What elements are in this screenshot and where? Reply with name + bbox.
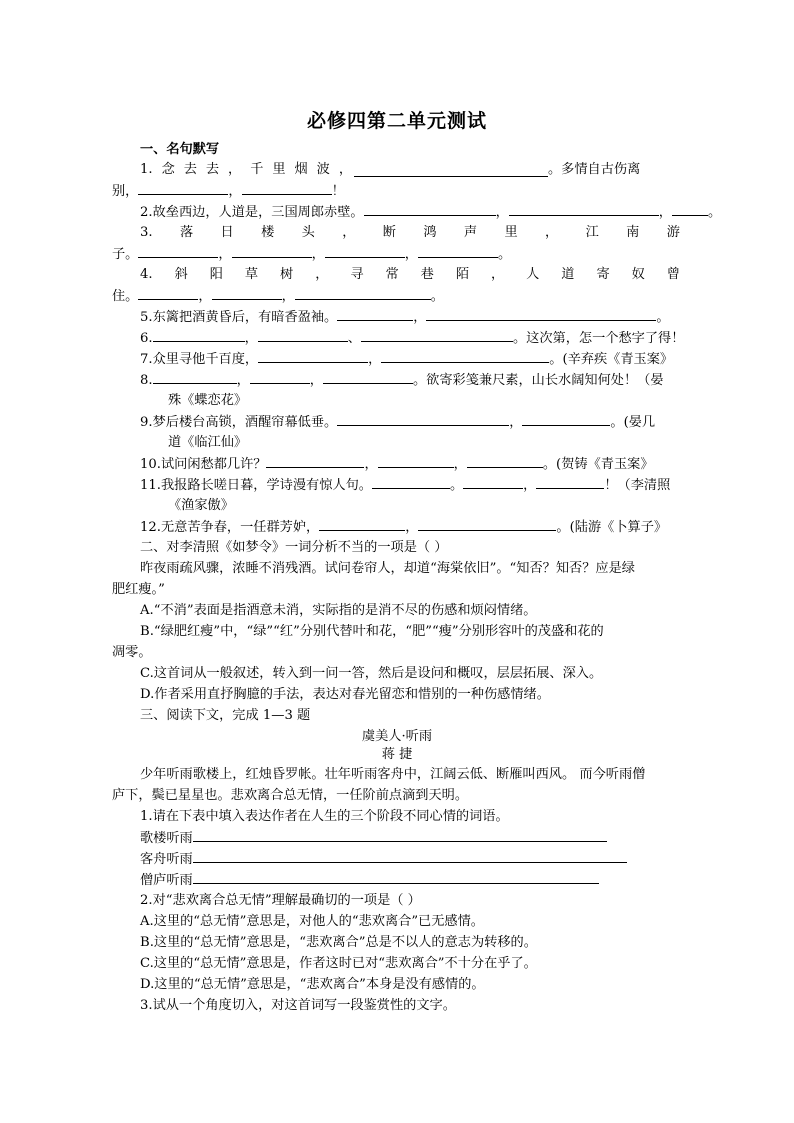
justified-char: 曾 [666,267,680,282]
question-11-text: 11.我报路长嗟日暮，学诗漫有惊人句。 [140,478,372,493]
question-11-line2: 《渔家傲》 [168,498,234,513]
question-1-text: 。多情自古伤离 [548,162,641,177]
answer-blank[interactable] [522,412,610,426]
justified-char: ， [342,225,356,240]
answer-blank[interactable] [325,244,405,258]
question-5-text: 5.东篱把酒黄昏后，有暗香盈袖。 [140,310,338,325]
answer-blank[interactable] [323,370,413,384]
answer-blank[interactable] [193,870,599,884]
answer-blank[interactable] [193,828,607,842]
punctuation: ， [228,184,242,199]
question-9-source: 。(晏几 [610,415,656,430]
question-2-text: 2.故垒西边，人道是，三国周郎赤壁。 [140,205,364,220]
option-b-line1: B.“绿肥红瘦”中，“绿”“红”分别代替叶和花，“肥”“瘦”分别形容叶的茂盛和花的 [140,624,604,639]
question-7 [140,349,673,370]
answer-blank[interactable] [467,454,543,468]
answer-blank[interactable] [258,349,368,363]
question-3-3: 3.试从一个角度切入，对这首词写一段鉴赏性的文字。 [140,998,456,1013]
question-12-text: 12.无意苦争春，一任群芳妒， [140,520,320,535]
justified-char: 鸿 [423,225,437,240]
page-title: 必修四第二单元测试 [306,110,487,132]
punctuation: ， [523,478,537,493]
question-6-text: 。这次第，怎一个愁字了得！ [512,331,685,346]
question-1-text: 别， [112,184,139,199]
justified-char: 念 [161,162,175,177]
question-12 [140,517,667,538]
justified-char: 巷 [420,267,434,282]
justified-char: 南 [626,225,640,240]
justified-char: 声 [463,225,478,240]
poem-author: 蒋 捷 [381,747,413,762]
punctuation: ， [368,352,382,367]
question-4-line1 [140,265,680,285]
question-11-source: ！（李清照 [604,478,671,493]
poem-body-line1: 少年听雨歌楼上，红烛昏罗帐。壮年听雨客舟中，江阔云低、断雁叫西风。 而今听雨僧 [140,767,646,782]
justified-char: 里 [272,162,286,177]
justified-char: 4. [140,267,153,282]
question-7-text: 7.众里寻他千百度， [140,352,259,367]
punctuation: ， [413,310,427,325]
justified-char: 寻 [350,267,364,282]
justified-char: 楼 [261,225,275,240]
question-3-line2 [112,244,511,265]
punctuation: ， [309,373,323,388]
section3-heading: 三、阅读下文，完成 1—3 题 [140,708,311,723]
justified-char: ， [228,162,242,177]
poem-text-line2: 肥红瘦。” [112,582,165,597]
answer-blank[interactable] [138,181,228,195]
justified-char: ， [490,267,505,282]
row-label: 客舟听雨 [140,852,193,867]
question-8-text: 。欲寄彩笺兼尺素，山长水阔知何处！（晏 [412,373,664,388]
question-8-text: 8. [140,373,153,388]
answer-blank[interactable] [232,244,312,258]
justified-char: ， [338,162,352,177]
punctuation: 。 [707,205,722,220]
justified-char: 1. [140,162,153,177]
question-5 [140,307,670,328]
answer-blank[interactable] [378,454,454,468]
punctuation: ， [495,205,509,220]
question-1-prefix [140,160,352,180]
justified-char: 头 [301,225,315,240]
justified-char: 游 [666,225,680,240]
answer-blank[interactable] [295,286,431,300]
question-10-source: 。(贺铸《青玉案》 [542,457,654,472]
question-3-2: 2.对“悲欢离合总无情”理解最确切的一项是（ ） [140,893,421,908]
answer-blank[interactable] [364,202,496,216]
punctuation: ， [658,205,672,220]
section1-heading: 一、名句默写 [140,142,220,157]
punctuation: ， [244,331,258,346]
punctuation: 。 [449,478,464,493]
answer-blank[interactable] [193,849,627,863]
option-a: A.“不消”表面是指酒意未消，实际指的是消不尽的伤感和烦闷情绪。 [140,603,537,618]
justified-char: 去 [205,162,220,177]
option-3-2-c: C.这里的“总无情”意思是，作者这时已对“悲欢离合”不十分在乎了。 [140,956,537,971]
punctuation: ！ [331,184,345,199]
punctuation: ， [453,457,467,472]
question-3-text: 子。 [112,247,139,262]
justified-char: 日 [220,225,234,240]
justified-char: 阳 [209,267,223,282]
row-label: 歌楼听雨 [140,831,193,846]
answer-row-3 [140,870,599,891]
answer-blank[interactable] [372,475,450,489]
answer-row-1 [140,828,607,849]
answer-blank[interactable] [138,244,218,258]
question-4-line2 [112,286,444,307]
poem-text-line1: 昨夜雨疏风骤，浓睡不消残酒。试问卷帘人，却道“海棠依旧”。“知否？知否？应是绿 [140,561,635,576]
answer-blank[interactable] [354,163,548,177]
answer-blank[interactable] [250,370,310,384]
punctuation: ， [281,289,295,304]
question-9-text: 9.梦后楼台高锁，酒醒帘幕低垂。 [140,415,338,430]
answer-blank[interactable] [258,328,348,342]
punctuation: 、 [347,331,361,346]
justified-char: 道 [561,267,575,282]
answer-blank[interactable] [418,517,556,531]
justified-char: 奴 [631,267,645,282]
question-3-1: 1.请在下表中填入表达作者在人生的三个阶段不同心情的词语。 [140,809,509,824]
question-1-line2 [112,181,345,202]
justified-char: 树 [280,267,294,282]
question-4-text: 住。 [112,289,139,304]
question-8-line1 [140,370,664,391]
answer-blank[interactable] [381,349,549,363]
punctuation: ， [236,373,250,388]
justified-char: 寄 [596,267,610,282]
section2-heading: 二、对李清照《如梦令》一词分析不当的一项是（ ） [140,540,448,555]
justified-char: 波 [316,162,330,177]
answer-blank[interactable] [266,454,364,468]
justified-char: 草 [244,267,259,282]
question-3-line1 [140,223,680,243]
question-9-line1 [140,412,655,433]
answer-blank[interactable] [426,307,656,321]
question-6 [140,328,684,349]
justified-char: 陌 [455,267,469,282]
answer-blank[interactable] [337,412,509,426]
answer-blank[interactable] [672,202,708,216]
justified-char: 断 [382,225,396,240]
justified-char: 里 [504,225,518,240]
punctuation: ， [364,457,378,472]
option-b-line2: 凋零。 [112,645,152,660]
question-12-source: 。(陆游《卜算子》 [556,520,668,535]
answer-blank[interactable] [319,517,405,531]
justified-char: 常 [385,267,399,282]
question-10-text: 10.试问闲愁都几许？ [140,457,267,472]
punctuation: ， [198,289,212,304]
option-d: D.作者采用直抒胸臆的手法，表达对春光留恋和惜别的一种伤感情绪。 [140,687,550,702]
justified-char: 千 [250,162,264,177]
option-3-2-d: D.这里的“总无情”意思是，“悲欢离合”本身是没有感情的。 [140,977,485,992]
answer-blank[interactable] [463,475,523,489]
punctuation: ， [509,415,523,430]
punctuation: ， [404,247,418,262]
answer-blank[interactable] [536,475,604,489]
punctuation: 。 [497,247,512,262]
answer-blank[interactable] [418,244,498,258]
poem-body-line2: 庐下，鬓已星星也。悲欢离合总无情，一任阶前点滴到天明。 [112,788,469,803]
punctuation: ， [218,247,232,262]
question-2 [140,202,721,223]
question-6-text: 6. [140,331,153,346]
answer-blank[interactable] [361,328,513,342]
answer-row-2 [140,849,627,870]
question-8-line2: 殊《蝶恋花》 [168,393,248,408]
justified-char: 落 [179,225,194,240]
punctuation: ， [311,247,325,262]
punctuation: ， [405,520,419,535]
answer-blank[interactable] [153,370,237,384]
justified-char: ， [545,225,559,240]
justified-char: 去 [183,162,197,177]
punctuation: 。 [430,289,444,304]
question-9-line2: 道《临江仙》 [168,435,248,450]
option-c: C.这首词从一般叙述，转入到一问一答，然后是设问和概叹，层层拓展、深入。 [140,666,603,681]
option-3-2-b: B.这里的“总无情”意思是，“悲欢离合”总是不以人的意志为转移的。 [140,935,537,950]
option-3-2-a: A.这里的“总无情”意思是，对他人的“悲欢离合”已无感情。 [140,914,484,929]
question-10 [140,454,654,475]
justified-char: 人 [526,267,540,282]
answer-blank[interactable] [509,202,659,216]
row-label: 僧庐听雨 [140,873,193,888]
justified-char: 3. [140,225,153,240]
answer-blank[interactable] [138,286,198,300]
question-7-source: 。(辛弃疾《青玉案》 [549,352,674,367]
justified-char: 斜 [174,267,188,282]
answer-blank[interactable] [242,181,332,195]
justified-char: ， [315,267,329,282]
punctuation: 。 [656,310,670,325]
question-11-line1 [140,475,670,496]
justified-char: 江 [585,225,599,240]
justified-char: 烟 [294,162,308,177]
answer-blank[interactable] [337,307,413,321]
answer-blank[interactable] [212,286,282,300]
poem-title: 虞美人·听雨 [361,729,433,744]
answer-blank[interactable] [153,328,245,342]
